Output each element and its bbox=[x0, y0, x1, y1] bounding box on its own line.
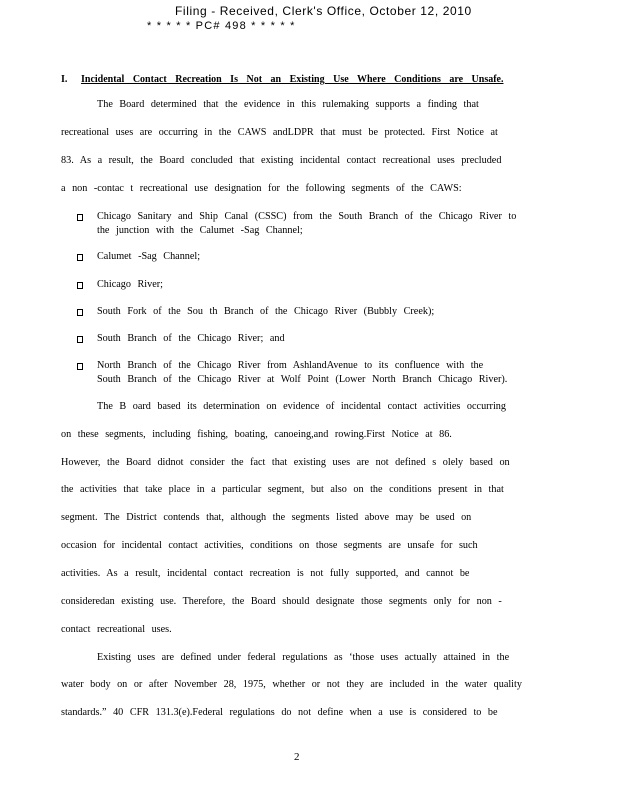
paragraph-2-line-9: contact recreational uses. bbox=[61, 624, 172, 635]
filing-header: Filing - Received, Clerk's Office, October 12, 2010 bbox=[175, 4, 472, 18]
bullet-marker bbox=[77, 282, 83, 289]
paragraph-2-line-1: The B oard based its determination on evidence of incidental contact activities occurring bbox=[97, 401, 506, 412]
bullet-marker bbox=[77, 336, 83, 343]
bullet-1-line-2: the junction with the Calumet -Sag Channel; bbox=[97, 225, 303, 236]
paragraph-1-line-1: The Board determined that the evidence in this rulemaking supports a finding that bbox=[97, 99, 479, 110]
bullet-marker bbox=[77, 309, 83, 316]
bullet-6-line-1: North Branch of the Chicago River from AshlandAvenue to its confluence with the bbox=[97, 360, 484, 371]
bullet-5-line-1: South Branch of the Chicago River; and bbox=[97, 333, 285, 344]
paragraph-2-line-3: However, the Board didnot consider the fact that existing uses are not defined s olely based on bbox=[61, 457, 510, 468]
paragraph-2-line-8: consideredan existing use. Therefore, the Board should designate those segments only for non - bbox=[61, 596, 502, 607]
paragraph-3-line-1: Existing uses are defined under federal regulations as ‘those uses actually attained in the bbox=[97, 652, 510, 663]
bullet-4-line-1: South Fork of the Sou th Branch of the Chicago River (Bubbly Creek); bbox=[97, 306, 435, 317]
paragraph-2-line-2: on these segments, including fishing, boating, canoeing,and rowing.First Notice at 86. bbox=[61, 429, 452, 440]
paragraph-3-line-3: standards.” 40 CFR 131.3(e).Federal regulations do not define when a use is considered to be bbox=[61, 707, 498, 718]
paragraph-1-line-4: a non -contac t recreational use designation for the following segments of the CAWS: bbox=[61, 183, 462, 194]
pc-number-header: * * * * * PC# 498 * * * * * bbox=[147, 20, 296, 32]
bullet-2-line-1: Calumet -Sag Channel; bbox=[97, 251, 201, 262]
paragraph-3-line-2: water body on or after November 28, 1975, whether or not they are included in the water quality bbox=[61, 679, 522, 690]
paragraph-2-line-6: occasion for incidental contact activities, conditions on those segments are unsafe for such bbox=[61, 540, 478, 551]
paragraph-1-line-2: recreational uses are occurring in the CAWS andLDPR that must be protected. First Notice at bbox=[61, 127, 498, 138]
paragraph-1-line-3: 83. As a result, the Board concluded that existing incidental contact recreational uses precluded bbox=[61, 155, 502, 166]
section-title: Incidental Contact Recreation Is Not an Existing Use Where Conditions are Unsafe. bbox=[81, 74, 504, 85]
bullet-3-line-1: Chicago River; bbox=[97, 279, 163, 290]
bullet-6-line-2: South Branch of the Chicago River at Wolf Point (Lower North Branch Chicago River). bbox=[97, 374, 508, 385]
paragraph-2-line-4: the activities that take place in a particular segment, but also on the conditions present in that bbox=[61, 484, 504, 495]
paragraph-2-line-5: segment. The District contends that, although the segments listed above may be used on bbox=[61, 512, 472, 523]
bullet-marker bbox=[77, 214, 83, 221]
bullet-marker bbox=[77, 363, 83, 370]
paragraph-2-line-7: activities. As a result, incidental contact recreation is not fully supported, and cannot be bbox=[61, 568, 470, 579]
section-number: I. bbox=[61, 74, 68, 85]
bullet-marker bbox=[77, 254, 83, 261]
bullet-1-line-1: Chicago Sanitary and Ship Canal (CSSC) from the South Branch of the Chicago River to bbox=[97, 211, 517, 222]
page-number: 2 bbox=[294, 751, 300, 763]
